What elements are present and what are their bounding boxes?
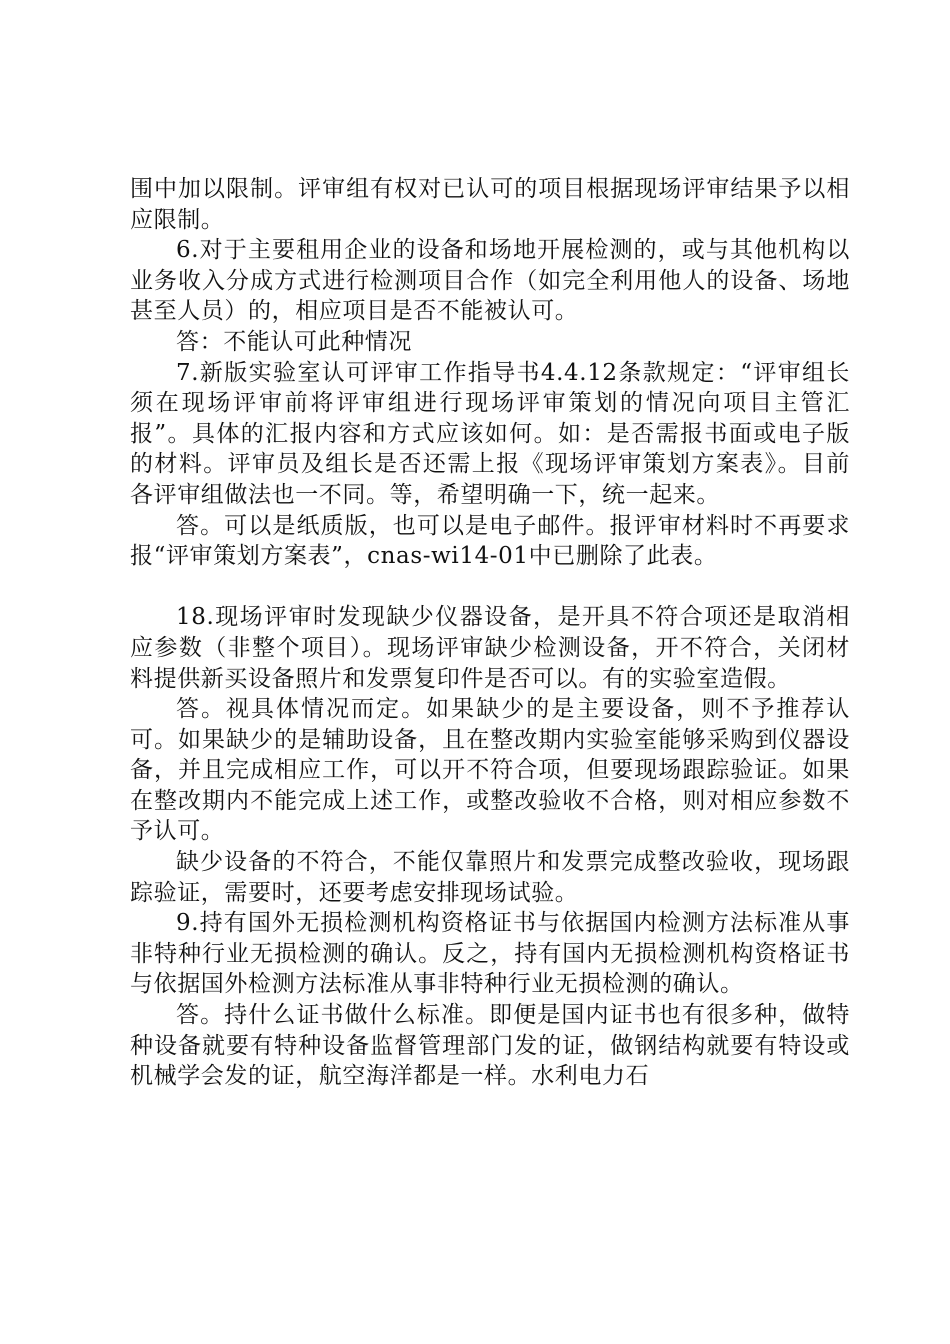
question-18: 18.现场评审时发现缺少仪器设备，是开具不符合项还是取消相应参数（非整个项目）。现场评审缺少检测设备，开不符合，关闭材料提供新买设备照片和发票复印件是否可以。有的实验室造假。 — [130, 604, 850, 692]
answer-6: 答：不能认可此种情况 — [176, 328, 412, 355]
question-7: 7.新版实验室认可评审工作指导书4.4.12条款规定：“评审组长须在现场评审前将评审组进行现场评审策划的情况向项目主管汇报”。具体的汇报内容和方式应该如何。如：是否需报书面或电子版的材料。评审员及组长是否还需上报《现场评审策划方案表》。目前各评审组做法也一不同。等，希望明确一下，统一起来。 — [130, 359, 850, 508]
document-body — [130, 174, 850, 1092]
question-9: 9.持有国外无损检测机构资格证书与依据国内检测方法标准从事非特种行业无损检测的确认。反之，持有国内无损检测机构资格证书与依据国外检测方法标准从事非特种行业无损检测的确认。 — [130, 910, 850, 998]
blank-line — [130, 572, 850, 603]
answer-9: 答。持什么证书做什么标准。即便是国内证书也有很多种，做特种设备就要有特种设备监督管理部门发的证，做钢结构就要有特设或机械学会发的证，航空海洋都是一样。水利电力石 — [130, 1002, 850, 1090]
answer-18-note: 缺少设备的不符合，不能仅靠照片和发票完成整改验收，现场跟踪验证，需要时，还要考虑安排现场试验。 — [130, 849, 850, 906]
question-6: 6.对于主要租用企业的设备和场地开展检测的，或与其他机构以业务收入分成方式进行检测项目合作（如完全利用他人的设备、场地甚至人员）的，相应项目是否不能被认可。 — [130, 237, 850, 325]
paragraph-continuation: 围中加以限制。评审组有权对已认可的项目根据现场评审结果予以相应限制。 — [130, 176, 850, 233]
answer-18: 答。视具体情况而定。如果缺少的是主要设备，则不予推荐认可。如果缺少的是辅助设备，且在整改期内实验室能够采购到仪器设备，并且完成相应工作，可以开不符合项，但要现场跟踪验证。如果在整改期内不能完成上述工作，或整改验收不合格，则对相应参数不予认可。 — [130, 696, 850, 845]
answer-7: 答。可以是纸质版，也可以是电子邮件。报评审材料时不再要求报“评审策划方案表”，cnas-wi14-01中已删除了此表。 — [130, 512, 850, 570]
